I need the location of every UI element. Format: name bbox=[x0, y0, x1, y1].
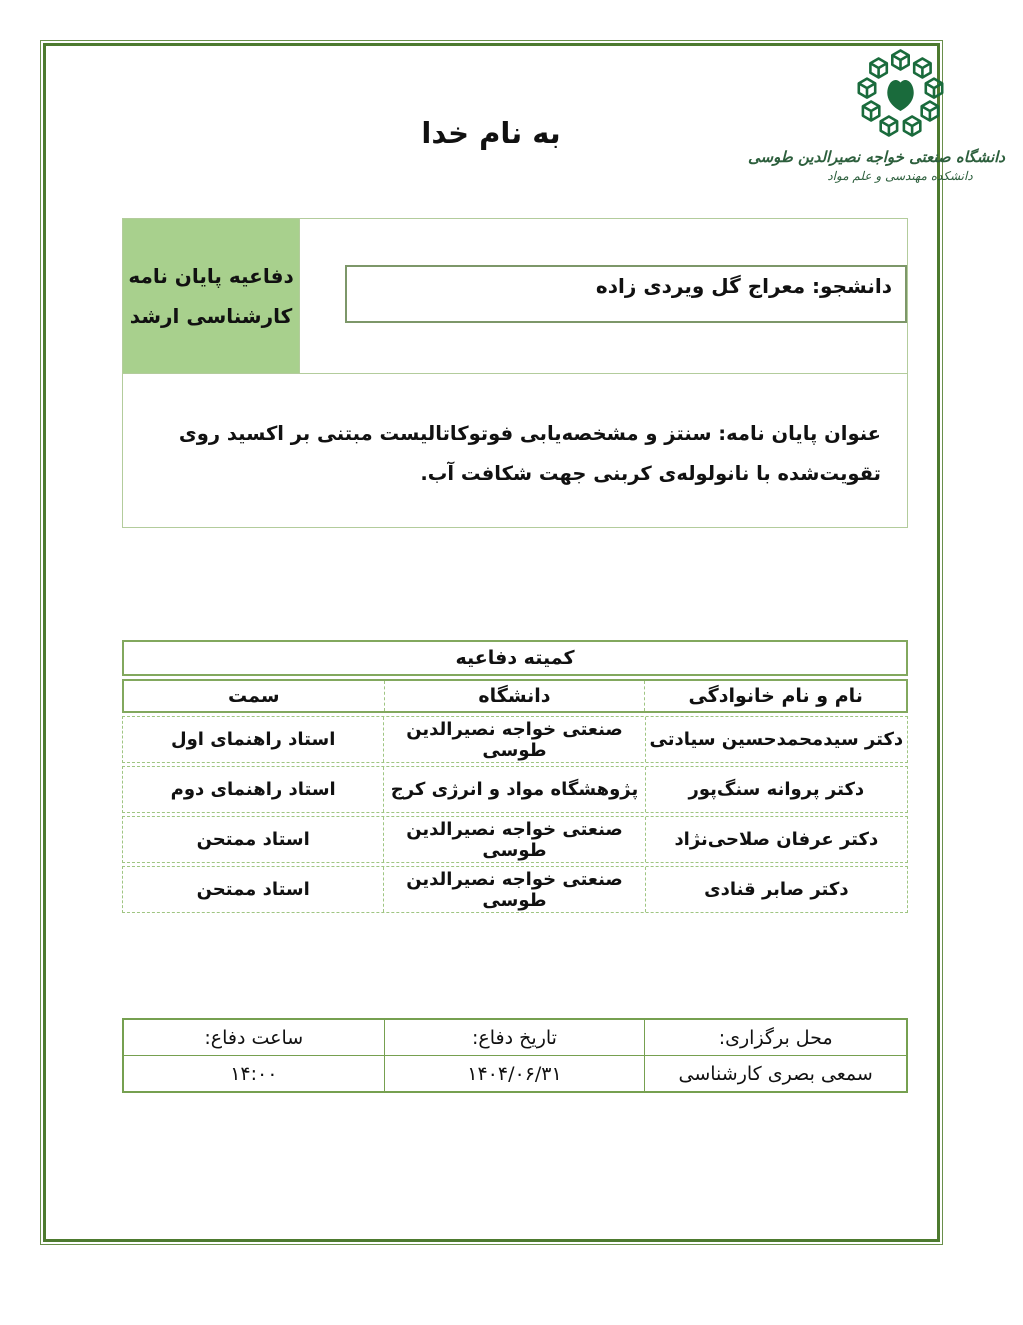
header-table bbox=[122, 218, 908, 528]
defense-type-cell bbox=[123, 219, 300, 374]
defense-type-line2: کارشناسی ارشد bbox=[129, 304, 293, 328]
student-name-box: دانشجو: معراج گل ویردی زاده bbox=[345, 265, 907, 323]
date-value: ۱۴۰۴/۰۶/۳۱ bbox=[385, 1056, 646, 1091]
committee-table bbox=[122, 640, 908, 916]
university-name-calligraphy: دانشگاه صنعتی خواجه نصیرالدین طوسی bbox=[748, 148, 1005, 166]
venue-value: سمعی بصری کارشناسی bbox=[678, 1062, 873, 1085]
member-university: صنعتی خواجه نصیرالدین طوسی bbox=[384, 867, 645, 912]
column-header-name: نام و نام خانوادگی bbox=[688, 685, 863, 707]
bismillah-title: به نام خدا bbox=[421, 116, 561, 150]
committee-row bbox=[122, 766, 908, 813]
committee-row bbox=[122, 816, 908, 863]
column-header-role: سمت bbox=[124, 681, 385, 711]
committee-row bbox=[122, 866, 908, 913]
schedule-values-row bbox=[124, 1055, 906, 1091]
defense-type-line1: دفاعیه پایان نامه bbox=[128, 264, 294, 288]
committee-row bbox=[122, 716, 908, 763]
member-name: دکتر پروانه سنگ‌پور bbox=[688, 779, 865, 800]
member-university: صنعتی خواجه نصیرالدین طوسی bbox=[384, 817, 645, 862]
member-role: استاد ممتحن bbox=[123, 867, 384, 912]
schedule-table bbox=[122, 1018, 908, 1093]
schedule-header-row bbox=[124, 1020, 906, 1055]
member-role: استاد راهنمای دوم bbox=[123, 767, 384, 812]
member-university: پژوهشگاه مواد و انرژی کرج bbox=[384, 767, 645, 812]
member-name: دکتر صابر قنادی bbox=[704, 879, 849, 900]
column-header-university: دانشگاه bbox=[385, 681, 646, 711]
time-value: ۱۴:۰۰ bbox=[124, 1056, 385, 1091]
date-label: تاریخ دفاع: bbox=[385, 1020, 646, 1055]
member-university: صنعتی خواجه نصیرالدین طوسی bbox=[384, 717, 645, 762]
member-role: استاد راهنمای اول bbox=[123, 717, 384, 762]
committee-title: کمیته دفاعیه bbox=[122, 640, 908, 676]
faculty-name-calligraphy: دانشکده مهندسی و علم مواد bbox=[827, 169, 973, 183]
venue-label: محل برگزاری: bbox=[718, 1026, 833, 1049]
member-role: استاد ممتحن bbox=[123, 817, 384, 862]
member-name: دکتر سیدمحمدحسین سیادتی bbox=[649, 729, 904, 750]
time-label: ساعت دفاع: bbox=[124, 1020, 385, 1055]
committee-header-row bbox=[122, 679, 908, 713]
thesis-title-cell: عنوان پایان نامه: سنتز و مشخصه‌یابی فوتوکاتالیست مبتنی بر اکسید روی تقویت‌شده با نانولوله‌ی کربنی جهت شکافت آب. bbox=[123, 373, 907, 527]
member-name: دکتر عرفان صلاحی‌نژاد bbox=[674, 829, 879, 850]
